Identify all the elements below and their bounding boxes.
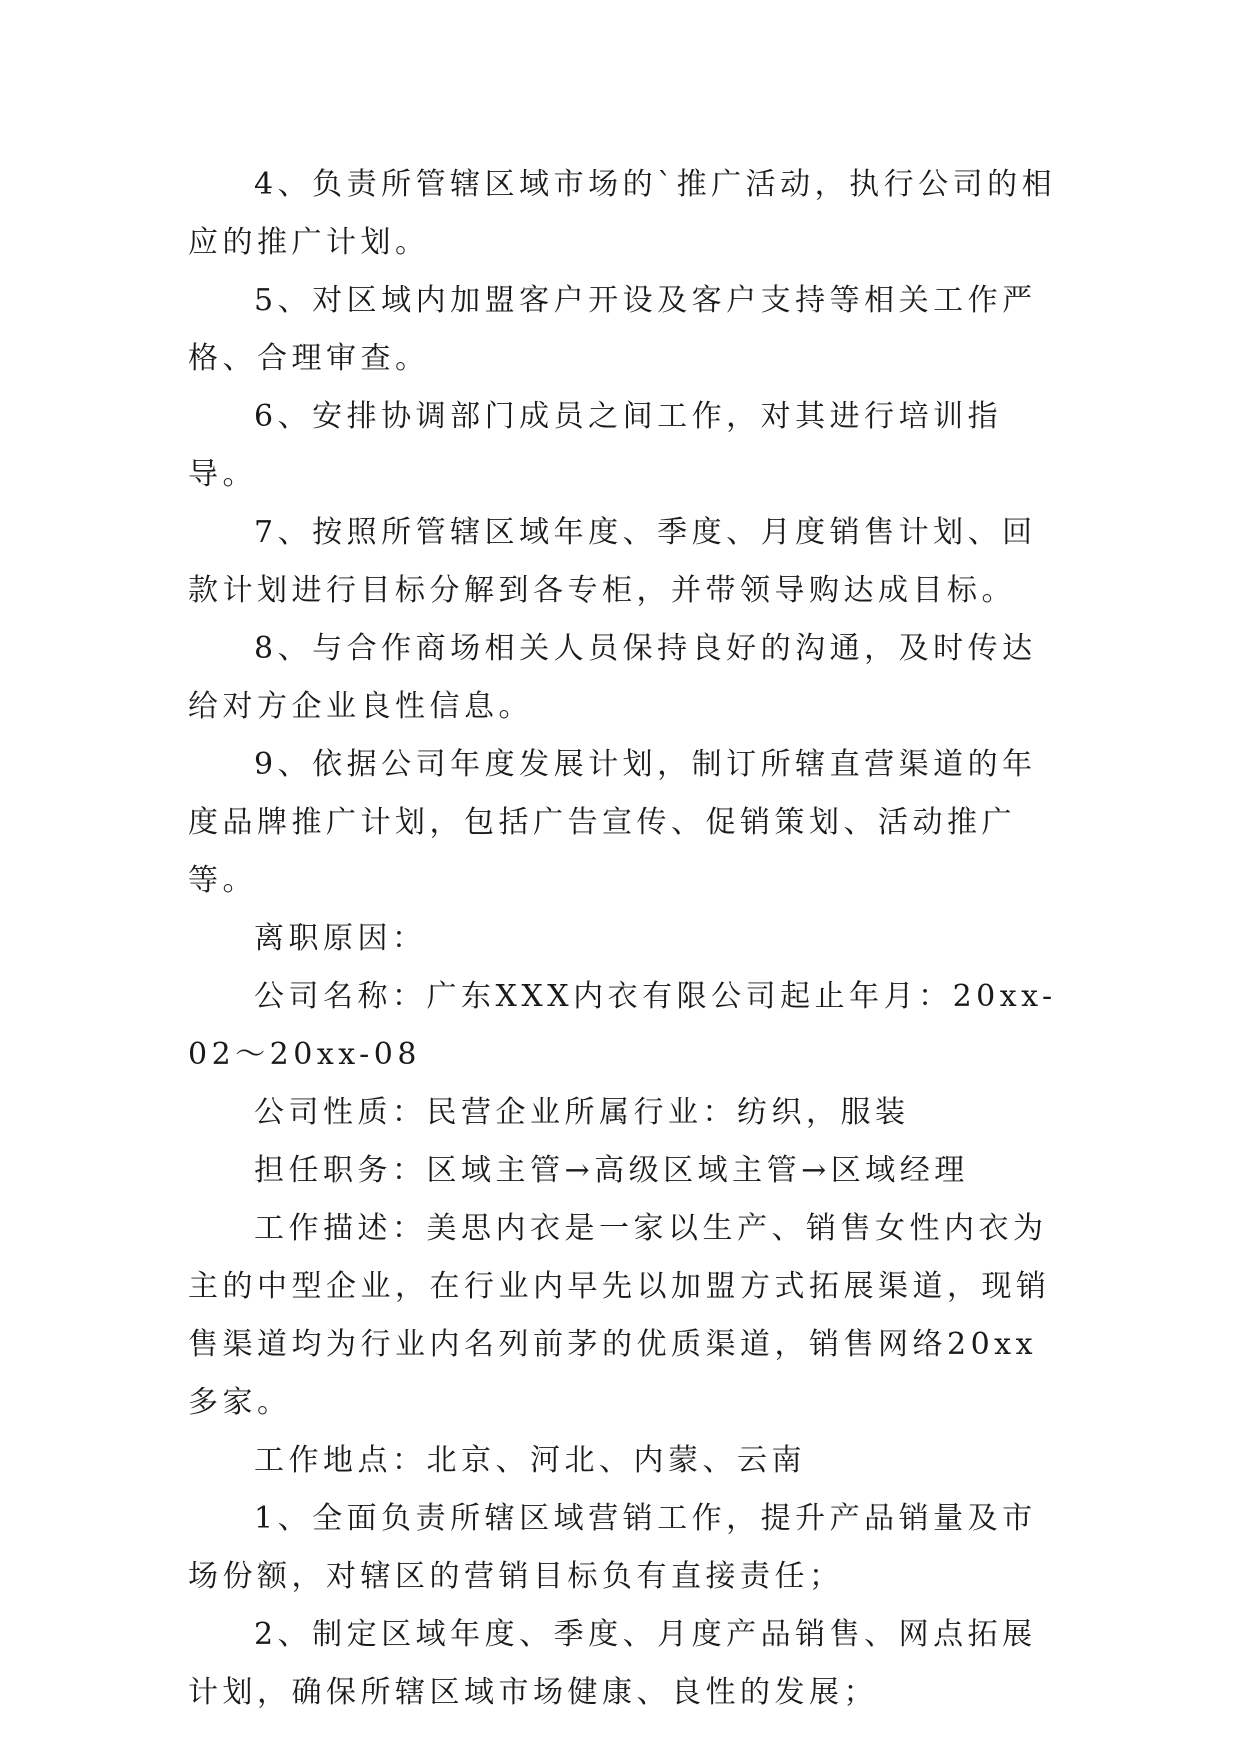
paragraph-duty-9: 9、依据公司年度发展计划，制订所辖直营渠道的年度品牌推广计划，包括广告宣传、促销策划、活动推广等。 (188, 747, 1037, 898)
paragraph-responsibility-1: 1、全面负责所辖区域营销工作，提升产品销量及市场份额，对辖区的营销目标负有直接责任； (188, 1501, 1037, 1594)
paragraph-leave-reason: 离职原因： (254, 921, 427, 956)
paragraph-duty-7: 7、按照所管辖区域年度、季度、月度销售计划、回款计划进行目标分解到各专柜，并带领导购达成目标。 (188, 515, 1037, 608)
paragraph-responsibility-2: 2、制定区域年度、季度、月度产品销售、网点拓展计划，确保所辖区域市场健康、良性的发展； (188, 1617, 1037, 1710)
paragraph-work-location: 工作地点：北京、河北、内蒙、云南 (254, 1443, 806, 1478)
paragraph-company-type: 公司性质：民营企业所属行业：纺织，服装 (254, 1095, 910, 1130)
paragraph-duty-5: 5、对区域内加盟客户开设及客户支持等相关工作严格、合理审查。 (188, 283, 1037, 376)
paragraph-duty-8: 8、与合作商场相关人员保持良好的沟通，及时传达给对方企业良性信息。 (188, 631, 1037, 724)
document-body (188, 156, 1058, 1722)
paragraph-duty-6: 6、安排协调部门成员之间工作，对其进行培训指导。 (188, 399, 1003, 492)
paragraph-company-name: 公司名称：广东XXX内衣有限公司起止年月：20xx-02～20xx-08 (188, 979, 1057, 1072)
paragraph-duty-4: 4、负责所管辖区域市场的`推广活动，执行公司的相应的推广计划。 (188, 167, 1057, 260)
paragraph-position: 担任职务：区域主管→高级区域主管→区域经理 (254, 1153, 969, 1188)
paragraph-job-description: 工作描述：美思内衣是一家以生产、销售女性内衣为主的中型企业，在行业内早先以加盟方式拓展渠道，现销售渠道均为行业内名列前茅的优质渠道，销售网络20xx多家。 (188, 1211, 1051, 1420)
